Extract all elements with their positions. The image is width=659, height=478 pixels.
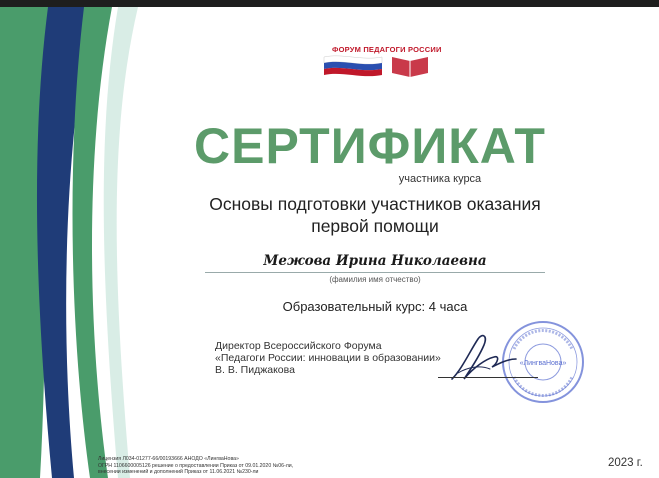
- license-footer: [98, 456, 398, 476]
- footer-line-1: Лицензия Л034-01277-66/00193666 АНОДО «ЛингваНова»: [98, 456, 239, 462]
- signatory-organization: «Педагоги России: инновации в образовании»: [215, 352, 441, 364]
- signature-line: [438, 377, 538, 378]
- certificate-year: 2023 г.: [608, 457, 643, 469]
- name-underline: [205, 272, 545, 273]
- certificate-subtitle: участника курса: [398, 173, 482, 185]
- seal-center-text: «ЛингваНова»: [519, 360, 567, 367]
- footer-line-2: ОГРН 1106600005126 решение о предоставлении Приказ от 09.01.2020 №06-ли,: [98, 462, 294, 469]
- decorative-stripes: [0, 7, 230, 478]
- forum-logo-text: ФОРУМ ПЕДАГОГИ РОССИИ: [332, 45, 442, 54]
- window-top-bar: [0, 0, 659, 7]
- participant-name: Межова Ирина Николаевна: [263, 253, 487, 269]
- course-title-line-2: первой помощи: [311, 216, 439, 236]
- signatory-title: Директор Всероссийского Форума: [215, 340, 382, 352]
- course-hours: Образовательный курс: 4 часа: [282, 299, 468, 314]
- stripe-light: [104, 7, 138, 478]
- certificate-page: [0, 7, 659, 478]
- name-caption: (фамилия имя отчество): [329, 275, 421, 284]
- signatory-name: В. В. Пиджакова: [215, 364, 295, 376]
- signature-icon: [448, 329, 528, 389]
- certificate-title: СЕРТИФИКАТ: [194, 118, 546, 174]
- course-title-line-1: Основы подготовки участников оказания: [209, 194, 541, 214]
- footer-line-3: внесении изменений и дополнений Приказ от 11.06.2021 №230-ли: [98, 469, 259, 476]
- signatory-block: [215, 340, 455, 376]
- course-title: [160, 193, 590, 237]
